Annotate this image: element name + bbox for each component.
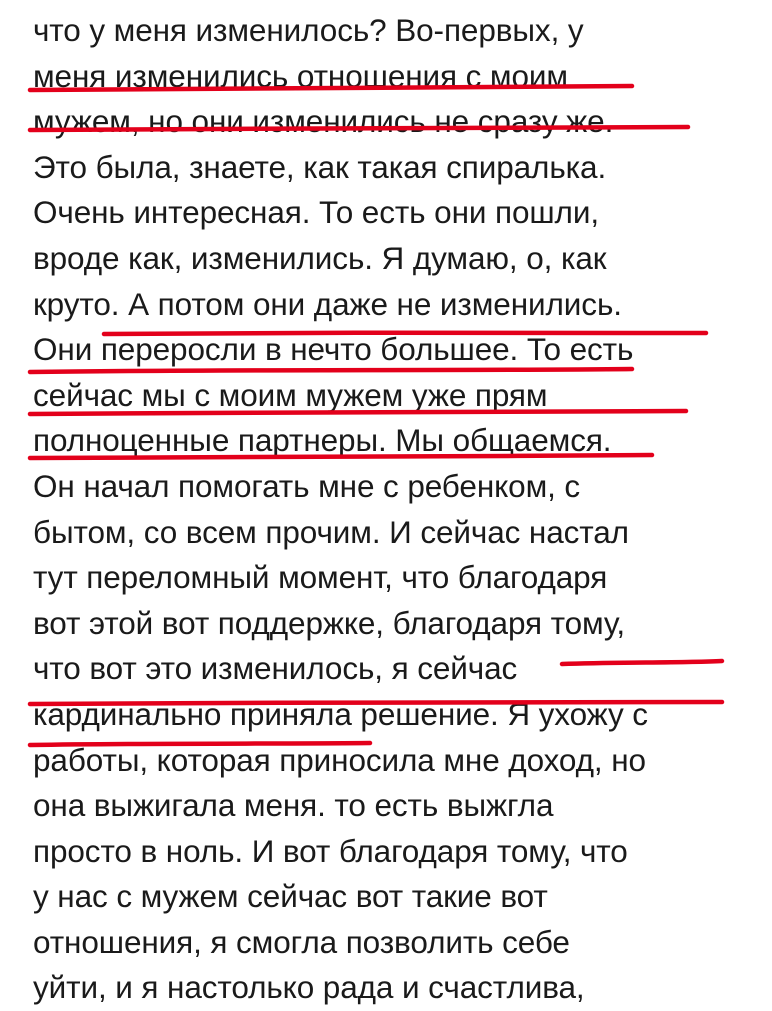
text-line: бытом, со всем прочим. И сейчас настал [33, 513, 629, 550]
text-line: уйти, и я настолько рада и счастлива, [33, 969, 585, 1006]
text-line: что у меня изменилось? Во-первых, у [33, 12, 584, 48]
text-line: меня изменились отношения с моим [33, 57, 568, 94]
text-line: она выжигала меня. то есть выжгла [33, 787, 554, 824]
text-line: вот этой вот поддержке, благодаря тому, [33, 604, 626, 641]
text-line: Это была, знаете, как такая спиралька. [33, 148, 607, 185]
text-line: полноценные партнеры. Мы общаемся. [33, 422, 612, 459]
text-line: просто в ноль. И вот благодаря тому, что [33, 832, 628, 869]
text-line: отношения, я смогла позволить себе [33, 923, 570, 960]
text-line: сейчас мы с моим мужем уже прям [33, 376, 548, 413]
text-line: работы, которая приносила мне доход, но [33, 741, 646, 778]
text-line: тут переломный момент, что благодаря [33, 559, 608, 596]
text-line: вроде как, изменились. Я думаю, о, как [33, 239, 607, 276]
text-line: круто. А потом они даже не изменились. [33, 285, 622, 322]
text-line: Очень интересная. То есть они пошли, [33, 194, 599, 231]
text-line: у нас с мужем сейчас вот такие вот [33, 878, 548, 915]
text-line: мужем, но они изменились не сразу же. [33, 103, 614, 140]
text-block [33, 8, 753, 1011]
text-line: Они переросли в нечто большее. То есть [33, 331, 634, 368]
text-line: кардинально приняла решение. Я ухожу с [33, 695, 648, 732]
text-line: что вот это изменилось, я сейчас [33, 650, 518, 687]
text-line: Он начал помогать мне с ребенком, с [33, 467, 581, 504]
